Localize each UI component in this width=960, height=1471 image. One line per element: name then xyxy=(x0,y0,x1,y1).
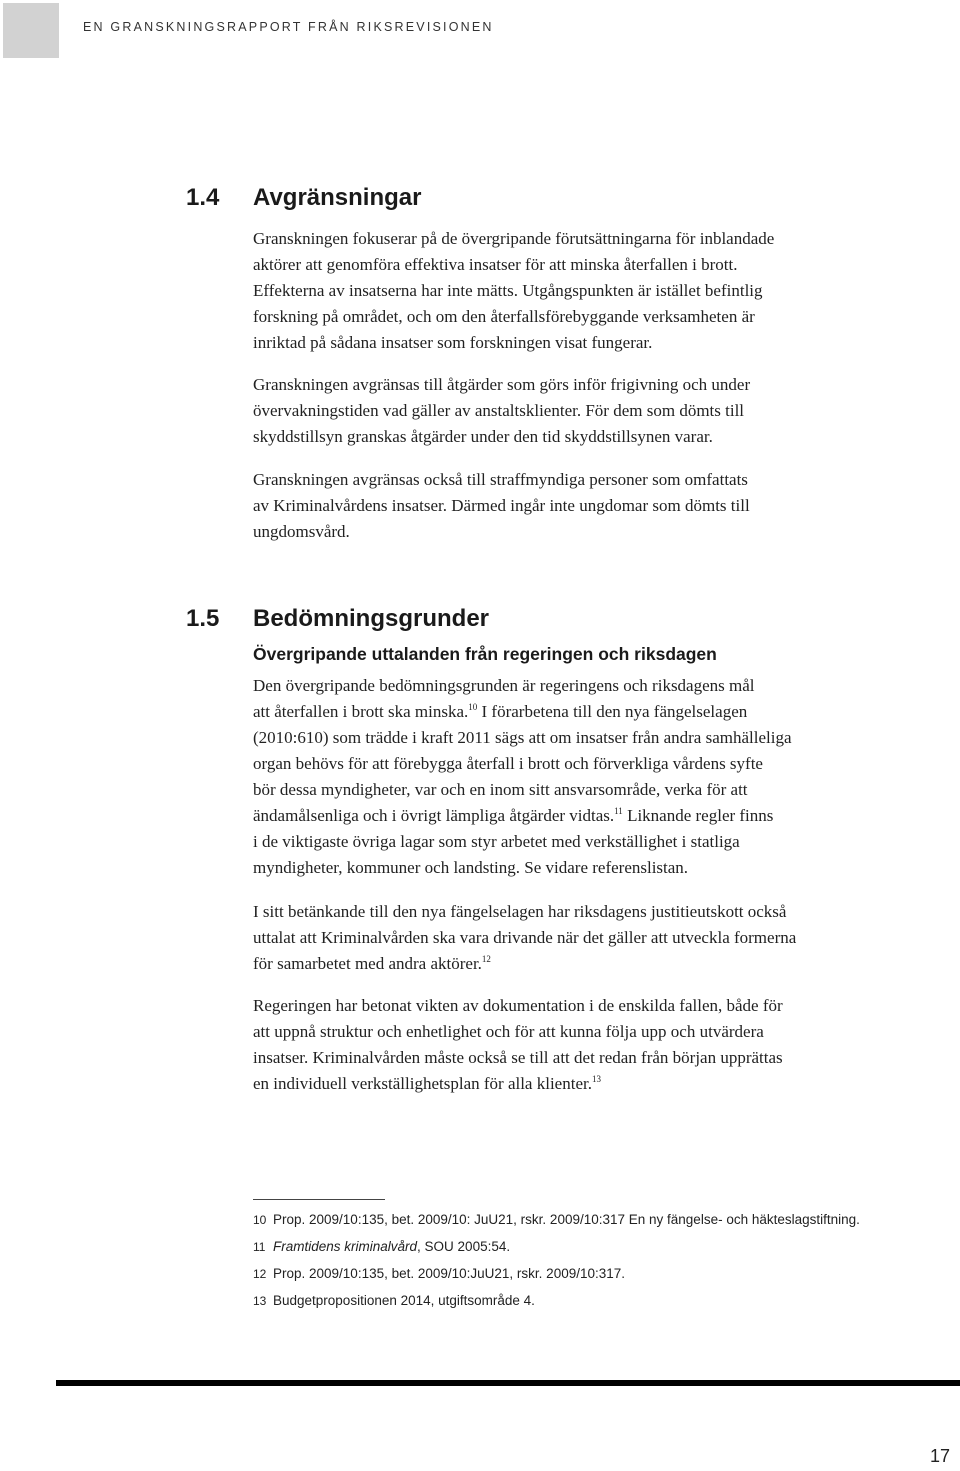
footnote-number: 12 xyxy=(253,1267,267,1281)
footnote-number: 13 xyxy=(253,1294,267,1308)
text-line: av Kriminalvårdens insatser. Därmed ingår inte ungdomar som dömts till xyxy=(253,496,750,515)
footnote-ref-12[interactable]: 12 xyxy=(481,954,491,964)
text-line: Granskningen avgränsas också till straffmyndiga personer som omfattats xyxy=(253,470,748,489)
text-line xyxy=(253,951,893,977)
footnote-13 xyxy=(253,1293,535,1308)
text-segment: Liknande regler finns xyxy=(622,806,774,825)
text-line: uttalat att Kriminalvården ska vara drivande när det gäller att utveckla formerna xyxy=(253,928,797,947)
footnote-12 xyxy=(253,1266,625,1281)
text-line: Granskningen fokuserar på de övergripande förutsättningarna för inblandade xyxy=(253,229,775,248)
footnote-text: , SOU 2005:54. xyxy=(417,1239,511,1254)
paragraph-criteria-3 xyxy=(253,993,893,1097)
text-segment: att återfallen i brott ska minska. xyxy=(253,702,469,721)
footnote-ref-10[interactable]: 10 xyxy=(468,702,478,712)
text-line xyxy=(253,1071,893,1097)
text-line: ungdomsvård. xyxy=(253,522,350,541)
footnote-text: Prop. 2009/10:135, bet. 2009/10: JuU21, rskr. 2009/10:317 En ny fängelse- och häkteslagstiftning. xyxy=(273,1212,860,1227)
text-line: Granskningen avgränsas till åtgärder som görs inför frigivning och under xyxy=(253,375,751,394)
text-line: bör dessa myndigheter, var och en inom sitt ansvarsområde, verka för att xyxy=(253,780,748,799)
footnote-text: Budgetpropositionen 2014, utgiftsområde 4. xyxy=(273,1293,535,1308)
footnote-11 xyxy=(253,1239,510,1254)
text-line xyxy=(253,699,893,725)
text-segment: ändamålsenliga och i övrigt lämpliga åtgärder vidtas. xyxy=(253,806,615,825)
text-line: myndigheter, kommuner och landsting. Se vidare referenslistan. xyxy=(253,858,689,877)
running-head: EN GRANSKNINGSRAPPORT FRÅN RIKSREVISIONEN xyxy=(83,20,494,34)
text-segment: en individuell verkställighetsplan för alla klienter. xyxy=(253,1074,592,1093)
section-title-avgransningar: Avgränsningar xyxy=(253,184,422,211)
text-line: insatser. Kriminalvården måste också se till att det redan från början upprättas xyxy=(253,1048,783,1067)
text-line: forskning på området, och om den återfallsförebyggande verksamheten är xyxy=(253,307,755,326)
text-line: I sitt betänkande till den nya fängelselagen har riksdagens justitieutskott också xyxy=(253,902,787,921)
subheading-overgripande: Övergripande uttalanden från regeringen och riksdagen xyxy=(253,644,717,664)
text-line: Effekterna av insatserna har inte mätts. Utgångspunkten är istället befintlig xyxy=(253,281,763,300)
section-number-1-4: 1.4 xyxy=(186,184,220,211)
text-line: Den övergripande bedömningsgrunden är regeringens och riksdagens mål xyxy=(253,676,755,695)
bottom-rule xyxy=(56,1380,960,1386)
section-number-1-5: 1.5 xyxy=(186,605,220,632)
paragraph-scope-2 xyxy=(253,372,893,450)
footnote-text: Prop. 2009/10:135, bet. 2009/10:JuU21, rskr. 2009/10:317. xyxy=(273,1266,626,1281)
text-segment: I förarbetena till den nya fängelselagen xyxy=(477,702,748,721)
text-line: organ behövs för att förebygga återfall i brott och förverkliga vårdens syfte xyxy=(253,754,763,773)
footnote-number: 10 xyxy=(253,1213,267,1227)
text-line xyxy=(253,803,893,829)
text-line: aktörer att genomföra effektiva insatser för att minska återfallen i brott. xyxy=(253,255,738,274)
text-segment: för samarbetet med andra aktörer. xyxy=(253,954,482,973)
footnote-title-italic: Framtidens kriminalvård xyxy=(273,1239,418,1254)
footnote-divider xyxy=(253,1199,385,1200)
corner-marker xyxy=(3,3,59,58)
page-number: 17 xyxy=(929,1446,950,1466)
paragraph-scope-3 xyxy=(253,467,893,545)
text-line: i de viktigaste övriga lagar som styr arbetet med verkställighet i statliga xyxy=(253,832,740,851)
footnote-10 xyxy=(253,1212,860,1227)
footnote-ref-13[interactable]: 13 xyxy=(591,1074,601,1084)
footnote-ref-11[interactable]: 11 xyxy=(614,806,623,816)
text-line: skyddstillsyn granskas åtgärder under den tid skyddstillsynen varar. xyxy=(253,427,713,446)
text-line: Regeringen har betonat vikten av dokumentation i de enskilda fallen, både för xyxy=(253,996,783,1015)
paragraph-criteria-2 xyxy=(253,899,893,977)
paragraph-scope-1 xyxy=(253,226,893,356)
text-line: (2010:610) som trädde i kraft 2011 sägs att om insatser från andra samhälleliga xyxy=(253,728,792,747)
section-title-bedomningsgrunder: Bedömningsgrunder xyxy=(253,605,490,632)
paragraph-criteria-1 xyxy=(253,673,893,881)
footnote-number: 11 xyxy=(253,1240,266,1254)
text-line: att uppnå struktur och enhetlighet och för att kunna följa upp och utvärdera xyxy=(253,1022,764,1041)
text-line: inriktad på sådana insatser som forskningen visat fungerar. xyxy=(253,333,653,352)
text-line: övervakningstiden vad gäller av anstaltsklienter. För dem som dömts till xyxy=(253,401,745,420)
